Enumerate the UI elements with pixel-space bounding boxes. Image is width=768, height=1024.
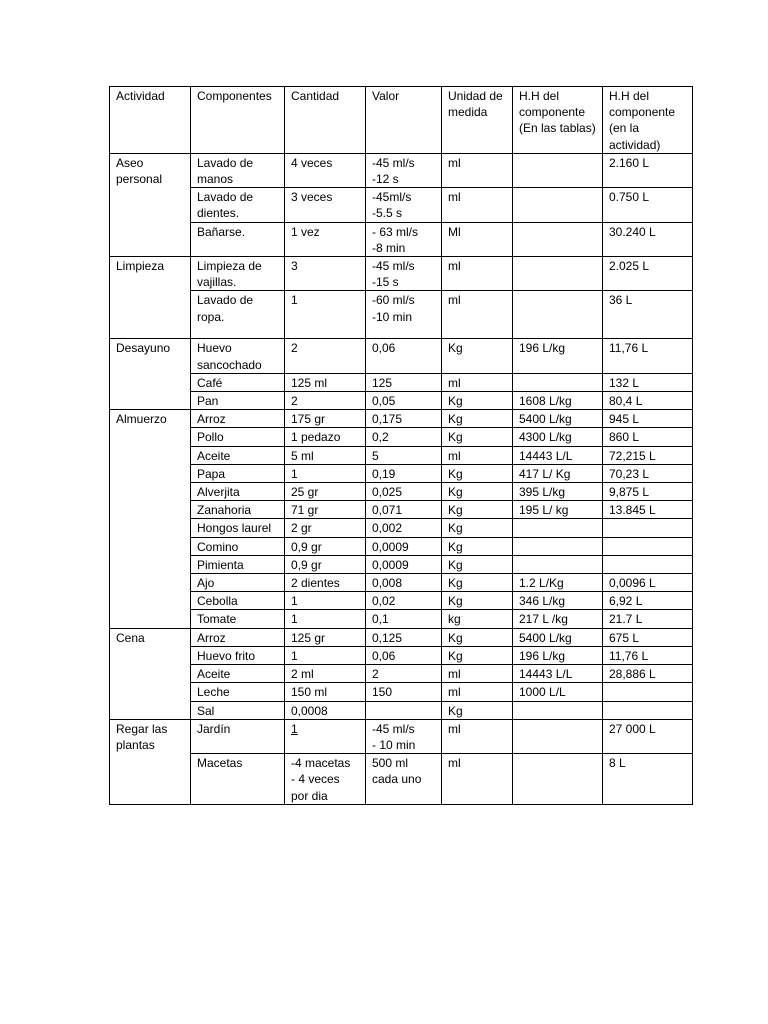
table-row — [110, 555, 693, 573]
table-cell: -45ml/s -5.5 s — [366, 188, 442, 222]
table-row — [110, 646, 693, 664]
table-cell: Kg — [442, 392, 513, 410]
table-cell: 0,025 — [366, 483, 442, 501]
table-cell: 0,125 — [366, 628, 442, 646]
table-row — [110, 701, 693, 719]
table-cell: ml — [442, 153, 513, 187]
table-cell: 0,008 — [366, 574, 442, 592]
table-row — [110, 628, 693, 646]
table-cell: 0,0096 L — [603, 574, 693, 592]
table-cell: 346 L/kg — [513, 592, 603, 610]
table-cell: 25 gr — [285, 483, 366, 501]
table-row — [110, 464, 693, 482]
table-cell: 0,06 — [366, 646, 442, 664]
header-cell: Componentes — [191, 87, 285, 154]
table-cell: 80,4 L — [603, 392, 693, 410]
table-cell: 132 L — [603, 373, 693, 391]
table-cell: 675 L — [603, 628, 693, 646]
table-cell: Lavado de dientes. — [191, 188, 285, 222]
table-cell: Huevo sancochado — [191, 339, 285, 373]
table-row — [110, 719, 693, 753]
table-cell: ml — [442, 665, 513, 683]
table-cell: Kg — [442, 483, 513, 501]
table-cell — [513, 373, 603, 391]
table-cell: 36 L — [603, 291, 693, 339]
table-cell: -45 ml/s -12 s — [366, 153, 442, 187]
table-cell — [513, 701, 603, 719]
table-cell: Comino — [191, 537, 285, 555]
activity-cell: Limpieza — [110, 257, 191, 339]
table-cell: 4300 L/kg — [513, 428, 603, 446]
activity-cell: Almuerzo — [110, 410, 191, 628]
table-cell: Macetas — [191, 754, 285, 805]
table-cell: Tomate — [191, 610, 285, 628]
table-cell: Kg — [442, 592, 513, 610]
table-cell: 1 — [285, 719, 366, 753]
table-cell: 0,2 — [366, 428, 442, 446]
table-cell: Kg — [442, 701, 513, 719]
table-cell — [513, 222, 603, 256]
table-cell: 1608 L/kg — [513, 392, 603, 410]
table-cell: 0,1 — [366, 610, 442, 628]
table-row — [110, 592, 693, 610]
table-cell: 9,875 L — [603, 483, 693, 501]
table-cell: 0,175 — [366, 410, 442, 428]
table-row — [110, 153, 693, 187]
table-cell: Lavado de manos — [191, 153, 285, 187]
table-cell: 4 veces — [285, 153, 366, 187]
table-cell: 217 L /kg — [513, 610, 603, 628]
table-cell: 0,0009 — [366, 555, 442, 573]
table-cell: 1 — [285, 464, 366, 482]
table-cell: 72,215 L — [603, 446, 693, 464]
table-cell: 417 L/ Kg — [513, 464, 603, 482]
table-cell: Kg — [442, 464, 513, 482]
table-cell: 1 — [285, 291, 366, 339]
table-cell: Pimienta — [191, 555, 285, 573]
table-cell: 2 — [285, 339, 366, 373]
table-cell: 2.025 L — [603, 257, 693, 291]
table-cell: Kg — [442, 574, 513, 592]
table-cell: Sal — [191, 701, 285, 719]
table-cell: Kg — [442, 646, 513, 664]
table-cell — [513, 519, 603, 537]
table-cell — [366, 701, 442, 719]
table-cell: 0,02 — [366, 592, 442, 610]
table-cell: ml — [442, 188, 513, 222]
header-cell: H.H del componente (En las tablas) — [513, 87, 603, 154]
table-row — [110, 754, 693, 805]
table-cell: Kg — [442, 501, 513, 519]
table-cell: Jardín — [191, 719, 285, 753]
table-cell: 70,23 L — [603, 464, 693, 482]
table-cell: 11,76 L — [603, 339, 693, 373]
table-row — [110, 610, 693, 628]
table-row — [110, 291, 693, 339]
table-cell: 0.750 L — [603, 188, 693, 222]
table-cell: 175 gr — [285, 410, 366, 428]
table-cell: Zanahoria — [191, 501, 285, 519]
table-cell: -45 ml/s -15 s — [366, 257, 442, 291]
table-cell: 500 ml cada uno — [366, 754, 442, 805]
header-cell: Valor — [366, 87, 442, 154]
table-cell: 14443 L/L — [513, 446, 603, 464]
table-cell — [603, 701, 693, 719]
table-row — [110, 537, 693, 555]
table-cell — [513, 754, 603, 805]
table-cell: 1 — [285, 610, 366, 628]
table-cell: Cebolla — [191, 592, 285, 610]
table-cell — [513, 719, 603, 753]
header-cell: H.H del componente (en la actividad) — [603, 87, 693, 154]
table-cell: Kg — [442, 428, 513, 446]
table-cell: Alverjita — [191, 483, 285, 501]
table-cell: 150 — [366, 683, 442, 701]
table-cell: 6,92 L — [603, 592, 693, 610]
table-cell — [513, 188, 603, 222]
table-cell — [513, 555, 603, 573]
table-cell: 0,06 — [366, 339, 442, 373]
table-cell: 5 — [366, 446, 442, 464]
table-cell: ml — [442, 373, 513, 391]
table-cell: 30.240 L — [603, 222, 693, 256]
table-cell: Kg — [442, 537, 513, 555]
table-cell: 945 L — [603, 410, 693, 428]
table-cell: Hongos laurel — [191, 519, 285, 537]
table-cell: 5 ml — [285, 446, 366, 464]
table-row — [110, 483, 693, 501]
table-cell — [603, 683, 693, 701]
table-cell: 125 ml — [285, 373, 366, 391]
table-cell: Kg — [442, 519, 513, 537]
table-cell: ml — [442, 291, 513, 339]
table-cell — [513, 537, 603, 555]
table-cell: 2 dientes — [285, 574, 366, 592]
table-row — [110, 501, 693, 519]
table-cell: 11,76 L — [603, 646, 693, 664]
table-cell — [603, 519, 693, 537]
table-cell: Arroz — [191, 410, 285, 428]
table-header-row — [110, 87, 693, 154]
table-cell: 3 — [285, 257, 366, 291]
table-cell: -60 ml/s -10 min — [366, 291, 442, 339]
table-cell: Kg — [442, 555, 513, 573]
table-cell: Ajo — [191, 574, 285, 592]
table-cell: 196 L/kg — [513, 339, 603, 373]
table-cell: 3 veces — [285, 188, 366, 222]
table-cell: Arroz — [191, 628, 285, 646]
table-cell: 0,19 — [366, 464, 442, 482]
table-cell: Kg — [442, 339, 513, 373]
table-cell: 196 L/kg — [513, 646, 603, 664]
table-cell: 0,002 — [366, 519, 442, 537]
activity-cell: Desayuno — [110, 339, 191, 410]
table-cell: Aceite — [191, 446, 285, 464]
table-cell: Bañarse. — [191, 222, 285, 256]
table-row — [110, 392, 693, 410]
table-row — [110, 373, 693, 391]
table-row — [110, 222, 693, 256]
header-cell: Cantidad — [285, 87, 366, 154]
table-cell: 28,886 L — [603, 665, 693, 683]
table-cell: 13.845 L — [603, 501, 693, 519]
table-cell: Huevo frito — [191, 646, 285, 664]
table-cell: 2 ml — [285, 665, 366, 683]
table-cell: 5400 L/kg — [513, 628, 603, 646]
table-cell — [513, 153, 603, 187]
header-cell: Unidad de medida — [442, 87, 513, 154]
table-row — [110, 257, 693, 291]
table-cell: ml — [442, 719, 513, 753]
table-cell: ml — [442, 683, 513, 701]
table-cell: Ml — [442, 222, 513, 256]
table-cell: 0,0009 — [366, 537, 442, 555]
table-cell: ml — [442, 446, 513, 464]
table-row — [110, 339, 693, 373]
table-cell: 195 L/ kg — [513, 501, 603, 519]
table-row — [110, 665, 693, 683]
table-cell: 71 gr — [285, 501, 366, 519]
table-cell — [603, 555, 693, 573]
table-cell: Leche — [191, 683, 285, 701]
table-cell: 1000 L/L — [513, 683, 603, 701]
table-cell: Pollo — [191, 428, 285, 446]
table-row — [110, 188, 693, 222]
table-cell: - 63 ml/s -8 min — [366, 222, 442, 256]
table-cell: 0,05 — [366, 392, 442, 410]
table-cell: Kg — [442, 628, 513, 646]
table-cell: 2.160 L — [603, 153, 693, 187]
table-cell: -4 macetas - 4 veces por dia — [285, 754, 366, 805]
table-cell: 1 vez — [285, 222, 366, 256]
table-cell: ml — [442, 754, 513, 805]
activity-cell: Aseo personal — [110, 153, 191, 256]
table-cell: Aceite — [191, 665, 285, 683]
header-cell: Actividad — [110, 87, 191, 154]
table-cell: 1 pedazo — [285, 428, 366, 446]
table-row — [110, 446, 693, 464]
table-cell: 2 — [366, 665, 442, 683]
table-row — [110, 683, 693, 701]
table-cell: 2 — [285, 392, 366, 410]
table-cell — [513, 291, 603, 339]
table-cell: -45 ml/s - 10 min — [366, 719, 442, 753]
table-cell — [603, 537, 693, 555]
table-row — [110, 410, 693, 428]
table-cell: 8 L — [603, 754, 693, 805]
table-cell: 0,9 gr — [285, 537, 366, 555]
table-cell: Kg — [442, 410, 513, 428]
water-footprint-table — [109, 86, 693, 805]
table-cell: 1 — [285, 592, 366, 610]
table-cell: 0,071 — [366, 501, 442, 519]
table-cell: 21.7 L — [603, 610, 693, 628]
table-cell: 860 L — [603, 428, 693, 446]
table-cell: Pan — [191, 392, 285, 410]
table-row — [110, 574, 693, 592]
table-cell: Papa — [191, 464, 285, 482]
table-cell: 395 L/kg — [513, 483, 603, 501]
table-cell: 2 gr — [285, 519, 366, 537]
table-cell: 27 000 L — [603, 719, 693, 753]
table-cell: Limpieza de vajillas. — [191, 257, 285, 291]
table-row — [110, 519, 693, 537]
table-cell: 125 — [366, 373, 442, 391]
table-cell: Lavado de ropa. — [191, 291, 285, 339]
table-cell: 150 ml — [285, 683, 366, 701]
table-cell: 125 gr — [285, 628, 366, 646]
table-cell: ml — [442, 257, 513, 291]
table-cell: 0,9 gr — [285, 555, 366, 573]
table-cell: 1 — [285, 646, 366, 664]
table-cell: Café — [191, 373, 285, 391]
table-cell: 1.2 L/Kg — [513, 574, 603, 592]
activity-cell: Cena — [110, 628, 191, 719]
table-cell: 14443 L/L — [513, 665, 603, 683]
activity-cell: Regar las plantas — [110, 719, 191, 804]
table-cell: kg — [442, 610, 513, 628]
table-cell: 5400 L/kg — [513, 410, 603, 428]
table-cell — [513, 257, 603, 291]
table-cell: 0,0008 — [285, 701, 366, 719]
table-row — [110, 428, 693, 446]
